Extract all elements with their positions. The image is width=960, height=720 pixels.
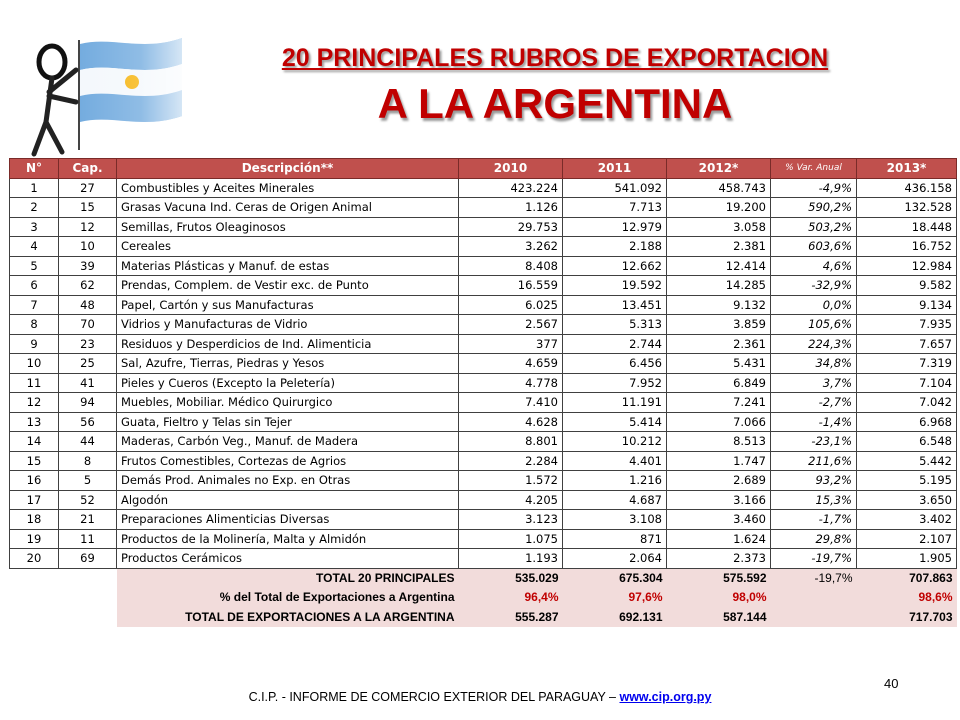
cell-2011: 871 [563,529,667,549]
cell-var: 29,8% [771,529,857,549]
table-row [10,198,957,218]
cell-var: 603,6% [771,237,857,257]
share-2013: 98,6% [857,588,957,608]
cell-2012: 19.200 [667,198,771,218]
share-var-empty [771,588,857,608]
cell-2010: 7.410 [459,393,563,413]
table-row [10,256,957,276]
cell-2010: 16.559 [459,276,563,296]
cell-2011: 541.092 [563,178,667,198]
cell-2013: 5.195 [857,471,957,491]
table-row [10,354,957,374]
cell-2012: 1.624 [667,529,771,549]
cell-desc: Semillas, Frutos Oleaginosos [117,217,459,237]
table-row [10,334,957,354]
cell-2013: 7.935 [857,315,957,335]
table-row [10,490,957,510]
cell-cap: 52 [59,490,117,510]
share-2011: 97,6% [563,588,667,608]
cell-2013: 132.528 [857,198,957,218]
cell-2013: 7.319 [857,354,957,374]
blank-cell [10,607,117,627]
cell-cap: 15 [59,198,117,218]
cell-cap: 69 [59,549,117,569]
cell-2011: 13.451 [563,295,667,315]
cell-2011: 5.313 [563,315,667,335]
total-all-2010: 555.287 [459,607,563,627]
cell-2013: 3.650 [857,490,957,510]
cell-2011: 10.212 [563,432,667,452]
cell-2012: 2.689 [667,471,771,491]
cell-2012: 2.373 [667,549,771,569]
cell-var: 4,6% [771,256,857,276]
cell-n: 19 [10,529,59,549]
cell-2010: 377 [459,334,563,354]
cell-var: -1,4% [771,412,857,432]
cell-2011: 1.216 [563,471,667,491]
cell-2011: 5.414 [563,412,667,432]
cell-desc: Demás Prod. Animales no Exp. en Otras [117,471,459,491]
cell-cap: 70 [59,315,117,335]
stick-figure-icon [34,46,76,154]
cell-2013: 6.548 [857,432,957,452]
cell-2010: 4.628 [459,412,563,432]
table-row [10,393,957,413]
cell-2010: 4.778 [459,373,563,393]
cell-n: 18 [10,510,59,530]
total-all-2012: 587.144 [667,607,771,627]
footer [0,690,960,704]
cell-n: 9 [10,334,59,354]
cell-2010: 3.123 [459,510,563,530]
cell-2011: 11.191 [563,393,667,413]
exports-table [9,158,957,627]
cell-2010: 1.572 [459,471,563,491]
cell-2010: 4.205 [459,490,563,510]
cell-var: -23,1% [771,432,857,452]
header-2013: 2013* [857,159,957,179]
cell-var: -19,7% [771,549,857,569]
cell-n: 8 [10,315,59,335]
totals-2012: 575.592 [667,568,771,588]
cell-2012: 12.414 [667,256,771,276]
cell-2012: 6.849 [667,373,771,393]
cell-cap: 56 [59,412,117,432]
cell-2010: 1.193 [459,549,563,569]
cell-desc: Vidrios y Manufacturas de Vidrio [117,315,459,335]
cell-2011: 7.952 [563,373,667,393]
cell-cap: 94 [59,393,117,413]
totals-2013: 707.863 [857,568,957,588]
cell-desc: Papel, Cartón y sus Manufacturas [117,295,459,315]
table-row [10,373,957,393]
cell-cap: 48 [59,295,117,315]
table-row [10,412,957,432]
share-row [10,588,957,608]
cell-var: 15,3% [771,490,857,510]
blank-cell [10,588,117,608]
totals-row [10,568,957,588]
blank-cell [10,568,117,588]
cell-2011: 4.687 [563,490,667,510]
cell-2012: 3.166 [667,490,771,510]
cell-cap: 39 [59,256,117,276]
footer-text: C.I.P. - INFORME DE COMERCIO EXTERIOR DEL PARAGUAY – [248,690,620,704]
cell-desc: Sal, Azufre, Tierras, Piedras y Yesos [117,354,459,374]
cell-desc: Cereales [117,237,459,257]
cell-2010: 4.659 [459,354,563,374]
stick-figure-flag-icon [22,30,212,158]
cell-2011: 3.108 [563,510,667,530]
cell-2013: 18.448 [857,217,957,237]
cell-var: 105,6% [771,315,857,335]
cell-n: 12 [10,393,59,413]
cell-desc: Preparaciones Alimenticias Diversas [117,510,459,530]
header-var: % Var. Anual [771,159,857,179]
cell-2013: 7.042 [857,393,957,413]
cell-var: 503,2% [771,217,857,237]
table-row [10,510,957,530]
cell-2012: 1.747 [667,451,771,471]
cell-desc: Pieles y Cueros (Excepto la Peletería) [117,373,459,393]
cell-2012: 7.241 [667,393,771,413]
cell-2010: 2.284 [459,451,563,471]
cell-cap: 25 [59,354,117,374]
cell-2011: 2.188 [563,237,667,257]
cell-2012: 7.066 [667,412,771,432]
page-title-line1: 20 PRINCIPALES RUBROS DE EXPORTACION [281,44,829,72]
cell-n: 3 [10,217,59,237]
share-2010: 96,4% [459,588,563,608]
cell-2010: 8.408 [459,256,563,276]
cell-desc: Materias Plásticas y Manuf. de estas [117,256,459,276]
total-all-row [10,607,957,627]
cell-desc: Frutos Comestibles, Cortezas de Agrios [117,451,459,471]
cell-2013: 2.107 [857,529,957,549]
cell-2012: 2.361 [667,334,771,354]
header-desc: Descripción** [117,159,459,179]
totals-2010: 535.029 [459,568,563,588]
totals-label: TOTAL 20 PRINCIPALES [117,568,459,588]
cell-n: 10 [10,354,59,374]
cell-n: 17 [10,490,59,510]
cell-2010: 29.753 [459,217,563,237]
cell-2013: 9.582 [857,276,957,296]
table-row [10,178,957,198]
cell-n: 4 [10,237,59,257]
cell-n: 14 [10,432,59,452]
cell-var: 93,2% [771,471,857,491]
cell-2011: 2.064 [563,549,667,569]
cell-n: 11 [10,373,59,393]
cell-cap: 27 [59,178,117,198]
cell-2011: 12.662 [563,256,667,276]
cell-n: 1 [10,178,59,198]
cell-2012: 2.381 [667,237,771,257]
cell-2013: 7.104 [857,373,957,393]
cell-2010: 3.262 [459,237,563,257]
cell-2010: 1.075 [459,529,563,549]
share-2012: 98,0% [667,588,771,608]
cell-n: 20 [10,549,59,569]
cell-2011: 19.592 [563,276,667,296]
header-2011: 2011 [563,159,667,179]
cell-desc: Residuos y Desperdicios de Ind. Alimenticia [117,334,459,354]
total-all-2013: 717.703 [857,607,957,627]
cell-2010: 2.567 [459,315,563,335]
cell-n: 5 [10,256,59,276]
cell-desc: Guata, Fieltro y Telas sin Tejer [117,412,459,432]
cell-2010: 8.801 [459,432,563,452]
cell-n: 7 [10,295,59,315]
total-all-var-empty [771,607,857,627]
header-2010: 2010 [459,159,563,179]
cell-2013: 5.442 [857,451,957,471]
cell-cap: 12 [59,217,117,237]
table-row [10,549,957,569]
cell-2012: 8.513 [667,432,771,452]
page-title-line2: A LA ARGENTINA [377,80,733,127]
cell-var: -1,7% [771,510,857,530]
cell-2012: 5.431 [667,354,771,374]
cell-desc: Combustibles y Aceites Minerales [117,178,459,198]
cell-var: -2,7% [771,393,857,413]
table-row [10,217,957,237]
cell-n: 2 [10,198,59,218]
cell-2011: 7.713 [563,198,667,218]
header-n: N° [10,159,59,179]
cell-2013: 7.657 [857,334,957,354]
cell-n: 16 [10,471,59,491]
cell-var: 224,3% [771,334,857,354]
table-row [10,529,957,549]
header-2012: 2012* [667,159,771,179]
cell-var: 34,8% [771,354,857,374]
cell-2013: 1.905 [857,549,957,569]
cell-desc: Algodón [117,490,459,510]
cell-n: 15 [10,451,59,471]
share-label: % del Total de Exportaciones a Argentina [117,588,459,608]
cell-desc: Maderas, Carbón Veg., Manuf. de Madera [117,432,459,452]
cell-cap: 44 [59,432,117,452]
cell-2010: 1.126 [459,198,563,218]
cell-desc: Productos de la Molinería, Malta y Almidón [117,529,459,549]
cell-desc: Muebles, Mobiliar. Médico Quirurgico [117,393,459,413]
cell-2013: 3.402 [857,510,957,530]
cell-cap: 62 [59,276,117,296]
cell-2013: 12.984 [857,256,957,276]
cell-2011: 4.401 [563,451,667,471]
cell-desc: Grasas Vacuna Ind. Ceras de Origen Animal [117,198,459,218]
table-row [10,471,957,491]
cell-var: -32,9% [771,276,857,296]
table-header-row [10,159,957,179]
table-row [10,295,957,315]
cell-var: -4,9% [771,178,857,198]
cell-cap: 8 [59,451,117,471]
cell-cap: 5 [59,471,117,491]
table-row [10,276,957,296]
cell-desc: Prendas, Complem. de Vestir exc. de Punto [117,276,459,296]
totals-var: -19,7% [771,568,857,588]
totals-2011: 675.304 [563,568,667,588]
header-cap: Cap. [59,159,117,179]
table-row [10,432,957,452]
cell-cap: 11 [59,529,117,549]
total-all-2011: 692.131 [563,607,667,627]
cell-desc: Productos Cerámicos [117,549,459,569]
cell-2012: 9.132 [667,295,771,315]
cell-cap: 23 [59,334,117,354]
cell-n: 6 [10,276,59,296]
cell-2013: 16.752 [857,237,957,257]
cell-2011: 12.979 [563,217,667,237]
cell-2010: 6.025 [459,295,563,315]
cell-var: 590,2% [771,198,857,218]
cell-var: 211,6% [771,451,857,471]
footer-link[interactable]: www.cip.org.py [619,690,712,704]
cell-2013: 6.968 [857,412,957,432]
cell-var: 3,7% [771,373,857,393]
cell-2013: 436.158 [857,178,957,198]
cell-2010: 423.224 [459,178,563,198]
page-number: 40 [884,676,899,691]
cell-2012: 3.460 [667,510,771,530]
cell-2012: 458.743 [667,178,771,198]
cell-2012: 3.859 [667,315,771,335]
cell-2011: 6.456 [563,354,667,374]
cell-2012: 14.285 [667,276,771,296]
table-row [10,451,957,471]
cell-2013: 9.134 [857,295,957,315]
cell-n: 13 [10,412,59,432]
cell-cap: 41 [59,373,117,393]
table-row [10,237,957,257]
total-all-label: TOTAL DE EXPORTACIONES A LA ARGENTINA [117,607,459,627]
cell-2011: 2.744 [563,334,667,354]
cell-cap: 10 [59,237,117,257]
argentina-flag-icon [80,38,182,122]
cell-var: 0,0% [771,295,857,315]
table-row [10,315,957,335]
cell-cap: 21 [59,510,117,530]
cell-2012: 3.058 [667,217,771,237]
